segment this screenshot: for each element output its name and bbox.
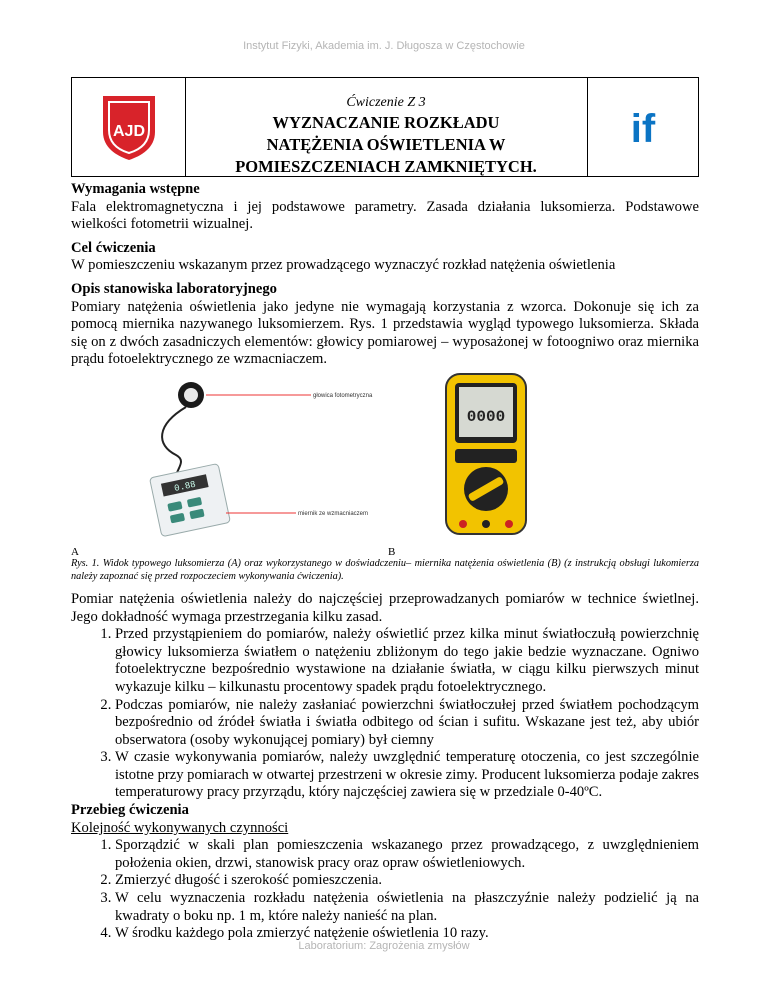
procedure-step-1: 1. Sporządzić w skali plan pomieszczenia wskazanego przez prowadzącego, z uwzględnieniem położenia okien, drzwi, stanowisk pracy oraz opraw oświetleniowych.: [115, 837, 699, 872]
procedure-subheading: Kolejność wykonywanych czynności: [71, 819, 289, 836]
if-logo-text: if: [630, 107, 656, 151]
figure-label-b: B: [388, 545, 396, 558]
figure-caption: Rys. 1. Widok typowego luksomierza (A) oraz wykorzystanego w doświadczeniu– miernika natężenia oświetlenia (B) (z instrukcją obsługi lukomierza należy zapoznać się przed rozpoczeciem wykonywania ćwiczenia).: [71, 557, 699, 582]
setup-heading: Opis stanowiska laboratoryjnego: [71, 280, 277, 297]
procedure-heading: Przebieg ćwiczenia: [71, 802, 189, 819]
procedure-step-3: 3. W celu wyznaczenia rozkładu natężenia oświetlenia na płaszczyźnie należy podzielić ją na kwadraty o boku np. 1 m, które należy nanieść na plan.: [115, 890, 699, 925]
exercise-title-line-1: WYZNACZANIE ROZKŁADU: [272, 113, 500, 132]
figure: [71, 369, 699, 558]
luxmeter-b-image: [401, 369, 571, 539]
annotation-meter: miernik ze wzmacniaczem: [298, 510, 369, 517]
annotation-head: głowica fotometryczna: [313, 392, 373, 399]
measurement-rule-2: 2. Podczas pomiarów, nie należy zasłaniać powierzchni światłoczułej przed światłem pochodzącym bezpośrednio od źródeł światła i światła odbitego od ścian i sufitu. Wskazane jest też, aby ubiór obserwatora (osoby wykonującej pomiary) był ciemny: [115, 697, 699, 750]
meter-a-display-text: 0.88: [173, 479, 197, 494]
title-cell: [185, 78, 588, 176]
procedure-steps-list: [71, 837, 699, 943]
exercise-number: Ćwiczenie Z 3: [346, 95, 426, 110]
meter-b-display-text: 0000: [466, 407, 506, 426]
goal-heading: Cel ćwiczenia: [71, 239, 156, 256]
measurement-rule-1: 1. Przed przystąpieniem do pomiarów, należy oświetlić przez kilka minut światłoczułą powierzchnię głowicy luksomierza światłem o natężeniu zbliżonym do tego jakie bedzie wyznaczane. Ogniwo fotoelektryczne bezpośrednio wystawione na działanie światła, w ciągu kilku pierwszych minut wykazuje kilku – kilkunastu procentowy spadek prądu fotoelektrycznego.: [115, 626, 699, 696]
title-box: [71, 77, 699, 177]
ajd-logo-text: AJD: [112, 123, 146, 140]
procedure-step-4: 4. W środku każdego pola zmierzyć natężenie oświetlenia 10 razy.: [115, 925, 699, 943]
procedure-step-2: 2. Zmierzyć długość i szerokość pomieszczenia.: [115, 872, 699, 890]
goal-text: W pomieszczeniu wskazanym przez prowadzącego wyznaczyć rozkład natężenia oświetlenia: [71, 257, 616, 274]
left-logo-cell: [72, 78, 186, 176]
exercise-title-line-3: POMIESZCZENIACH ZAMKNIĘTYCH.: [235, 157, 537, 176]
right-logo-cell: [587, 78, 699, 176]
requirements-text: Fala elektromagnetyczna i jej podstawowe parametry. Zasada działania luksomierza. Podstawowe wielkości fotometrii wizualnej.: [71, 198, 699, 233]
setup-text: Pomiary natężenia oświetlenia jako jedyne nie wymagają korzystania z wzorca. Dokonuje się ich za pomocą miernika nazywanego luksomierzem. Rys. 1 przedstawia wygląd typowego luksomierza. Składa się on z dwóch zasadniczych elementów: głowicy pomiarowej – wyposażonej w fotoogniwo oraz miernika prądu fotoelektrycznego ze wzmacniaczem.: [71, 298, 699, 368]
figure-label-a: A: [71, 545, 79, 558]
measurement-intro: Pomiar natężenia oświetlenia należy do najczęściej przeprowadzanych pomiarów w technice świetlnej. Jego dokładność wymaga przestrzegania kilku zasad.: [71, 590, 699, 625]
exercise-title-line-2: NATĘŻENIA OŚWIETLENIA W: [266, 135, 506, 154]
requirements-heading: Wymagania wstępne: [71, 181, 200, 197]
content: [71, 181, 699, 943]
if-logo: [623, 102, 663, 152]
measurement-rules-list: [71, 626, 699, 802]
luxmeter-a-image: [136, 375, 386, 545]
measurement-rule-3: 3. W czasie wykonywania pomiarów, należy uwzględnić temperaturę otoczenia, co jest szczególnie istotne przy pomiarach w otwartej przestrzeni w okresie zimy. Producent luksomierza podaje zakres temperaturowy pracy przyrządu, który najczęściej zawiera się w przedziale 0-40ºC.: [115, 749, 699, 802]
ajd-logo: [99, 92, 159, 162]
page-header: Instytut Fizyki, Akademia im. J. Długosza w Częstochowie: [243, 40, 525, 52]
page-footer: Laboratorium: Zagrożenia zmysłów: [298, 940, 470, 952]
